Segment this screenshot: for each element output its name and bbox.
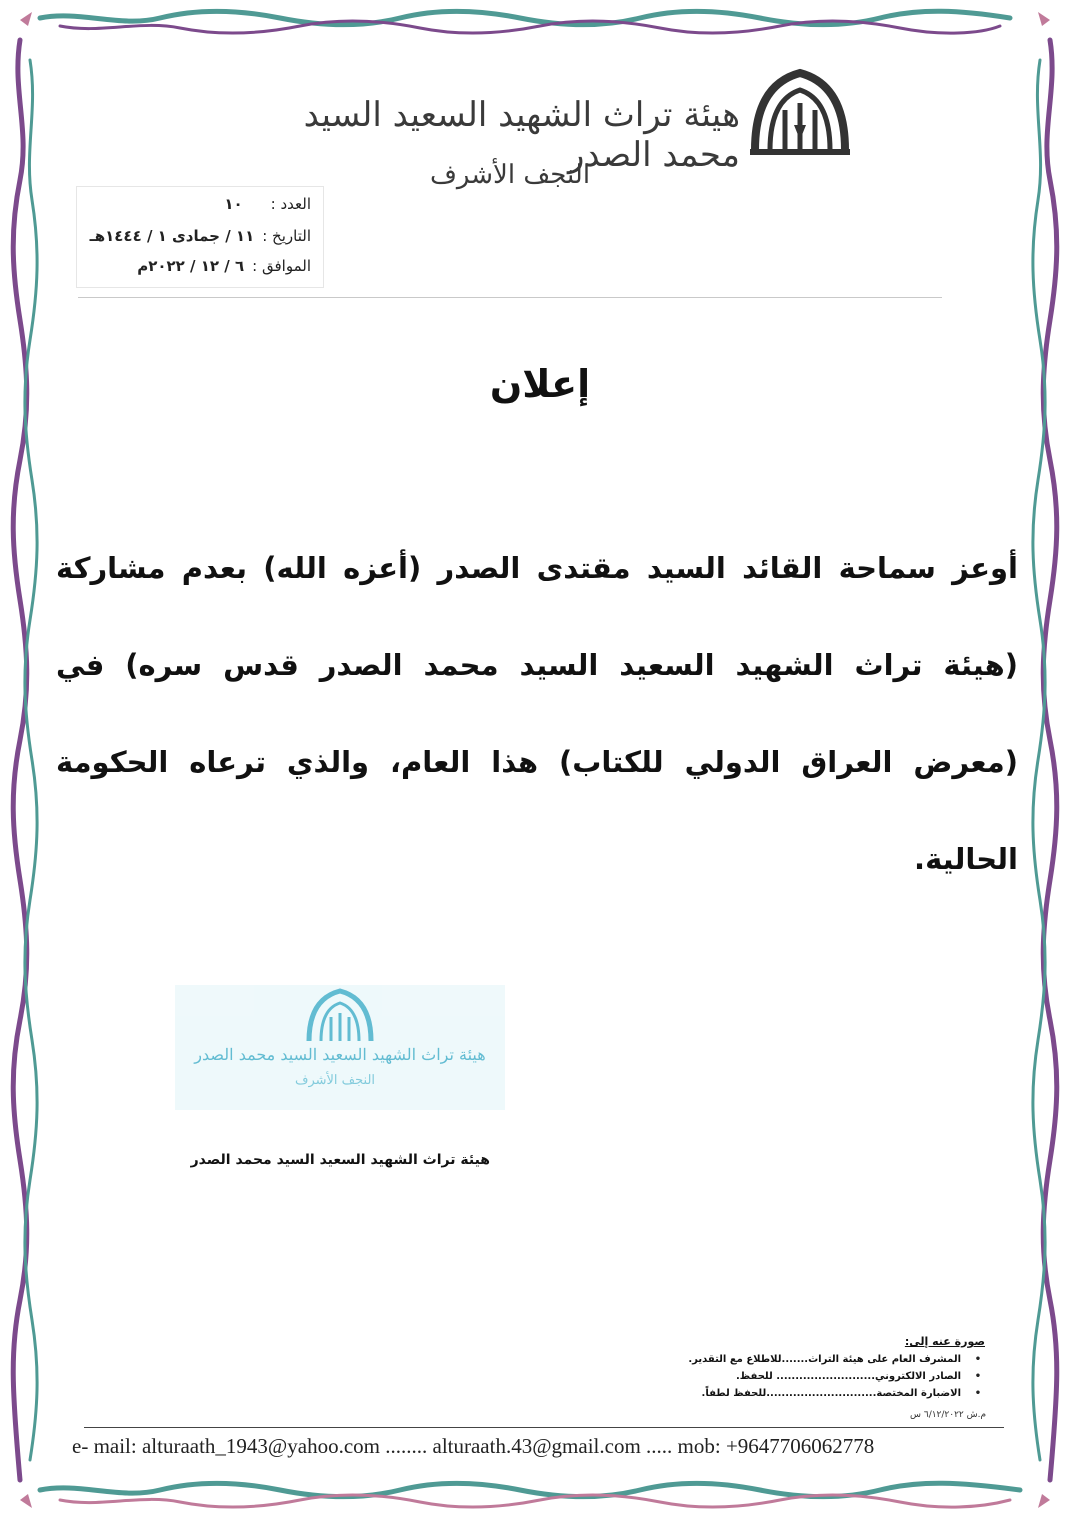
reference-code: م.ش ٦/١٢/٢٠٢٢ س bbox=[910, 1410, 987, 1420]
copy-to-item-text: الاضبارة المختصة.............................للحفظ لطفاً. bbox=[701, 1388, 961, 1399]
list-item bbox=[640, 1388, 985, 1405]
bullet-icon: • bbox=[974, 1371, 982, 1382]
date-label: التاريخ : bbox=[262, 227, 311, 245]
announcement-body: أوعز سماحة القائد السيد مقتدى الصدر (أعزه الله) بعدم مشاركة (هيئة تراث الشهيد السعيد السيد محمد الصدر قدس سره) في (معرض العراق الدولي للكتاب) هذا العام، والذي ترعاه الحكومة الحالية. bbox=[56, 551, 1018, 876]
copy-to-item-text: الصادر الالكتروني.......................... للحفظ. bbox=[736, 1371, 961, 1382]
letterhead bbox=[240, 65, 860, 195]
footer-divider bbox=[84, 1427, 1004, 1428]
org-name: هيئة تراث الشهيد السعيد السيد محمد الصدر bbox=[303, 95, 740, 175]
stamp-city: النجف الأشرف bbox=[294, 1073, 376, 1088]
header-divider bbox=[78, 297, 942, 298]
signature-line: هيئة تراث الشهيد السعيد السيد محمد الصدر bbox=[190, 1152, 490, 1168]
contact-footer: e- mail: alturaath_1943@yahoo.com ........ alturaath.43@gmail.com ..... mob: +9647706062778 bbox=[72, 1434, 875, 1458]
copy-to-heading: صورة عنه إلى: bbox=[904, 1335, 985, 1348]
bullet-icon: • bbox=[974, 1354, 982, 1365]
equivalent-date-value: ٦ / ١٢ / ٢٠٢٢م bbox=[137, 257, 245, 275]
org-city: النجف الأشرف bbox=[429, 160, 591, 190]
stamp-org-name: هيئة تراث الشهيد السعيد السيد محمد الصدر bbox=[194, 1045, 486, 1064]
copy-to-item-text: المشرف العام على هيئة التراث.......للاطلاع مع التقدير. bbox=[688, 1354, 961, 1365]
equivalent-date-label: الموافق : bbox=[252, 257, 311, 275]
date-value: ١١ / جمادى ١ / ١٤٤٤هـ bbox=[89, 227, 255, 245]
list-item bbox=[640, 1371, 985, 1388]
bullet-icon: • bbox=[974, 1388, 982, 1399]
document-title: إعلان bbox=[489, 362, 591, 406]
number-value: ١٠ bbox=[224, 195, 243, 213]
reference-box bbox=[76, 186, 324, 288]
copy-to-list bbox=[640, 1354, 985, 1405]
stamp-logo-icon bbox=[305, 987, 375, 1045]
organization-logo-icon bbox=[750, 65, 850, 160]
list-item bbox=[640, 1354, 985, 1371]
number-label: العدد : bbox=[270, 195, 311, 213]
copy-to-block bbox=[640, 1335, 985, 1405]
official-stamp bbox=[175, 985, 505, 1110]
